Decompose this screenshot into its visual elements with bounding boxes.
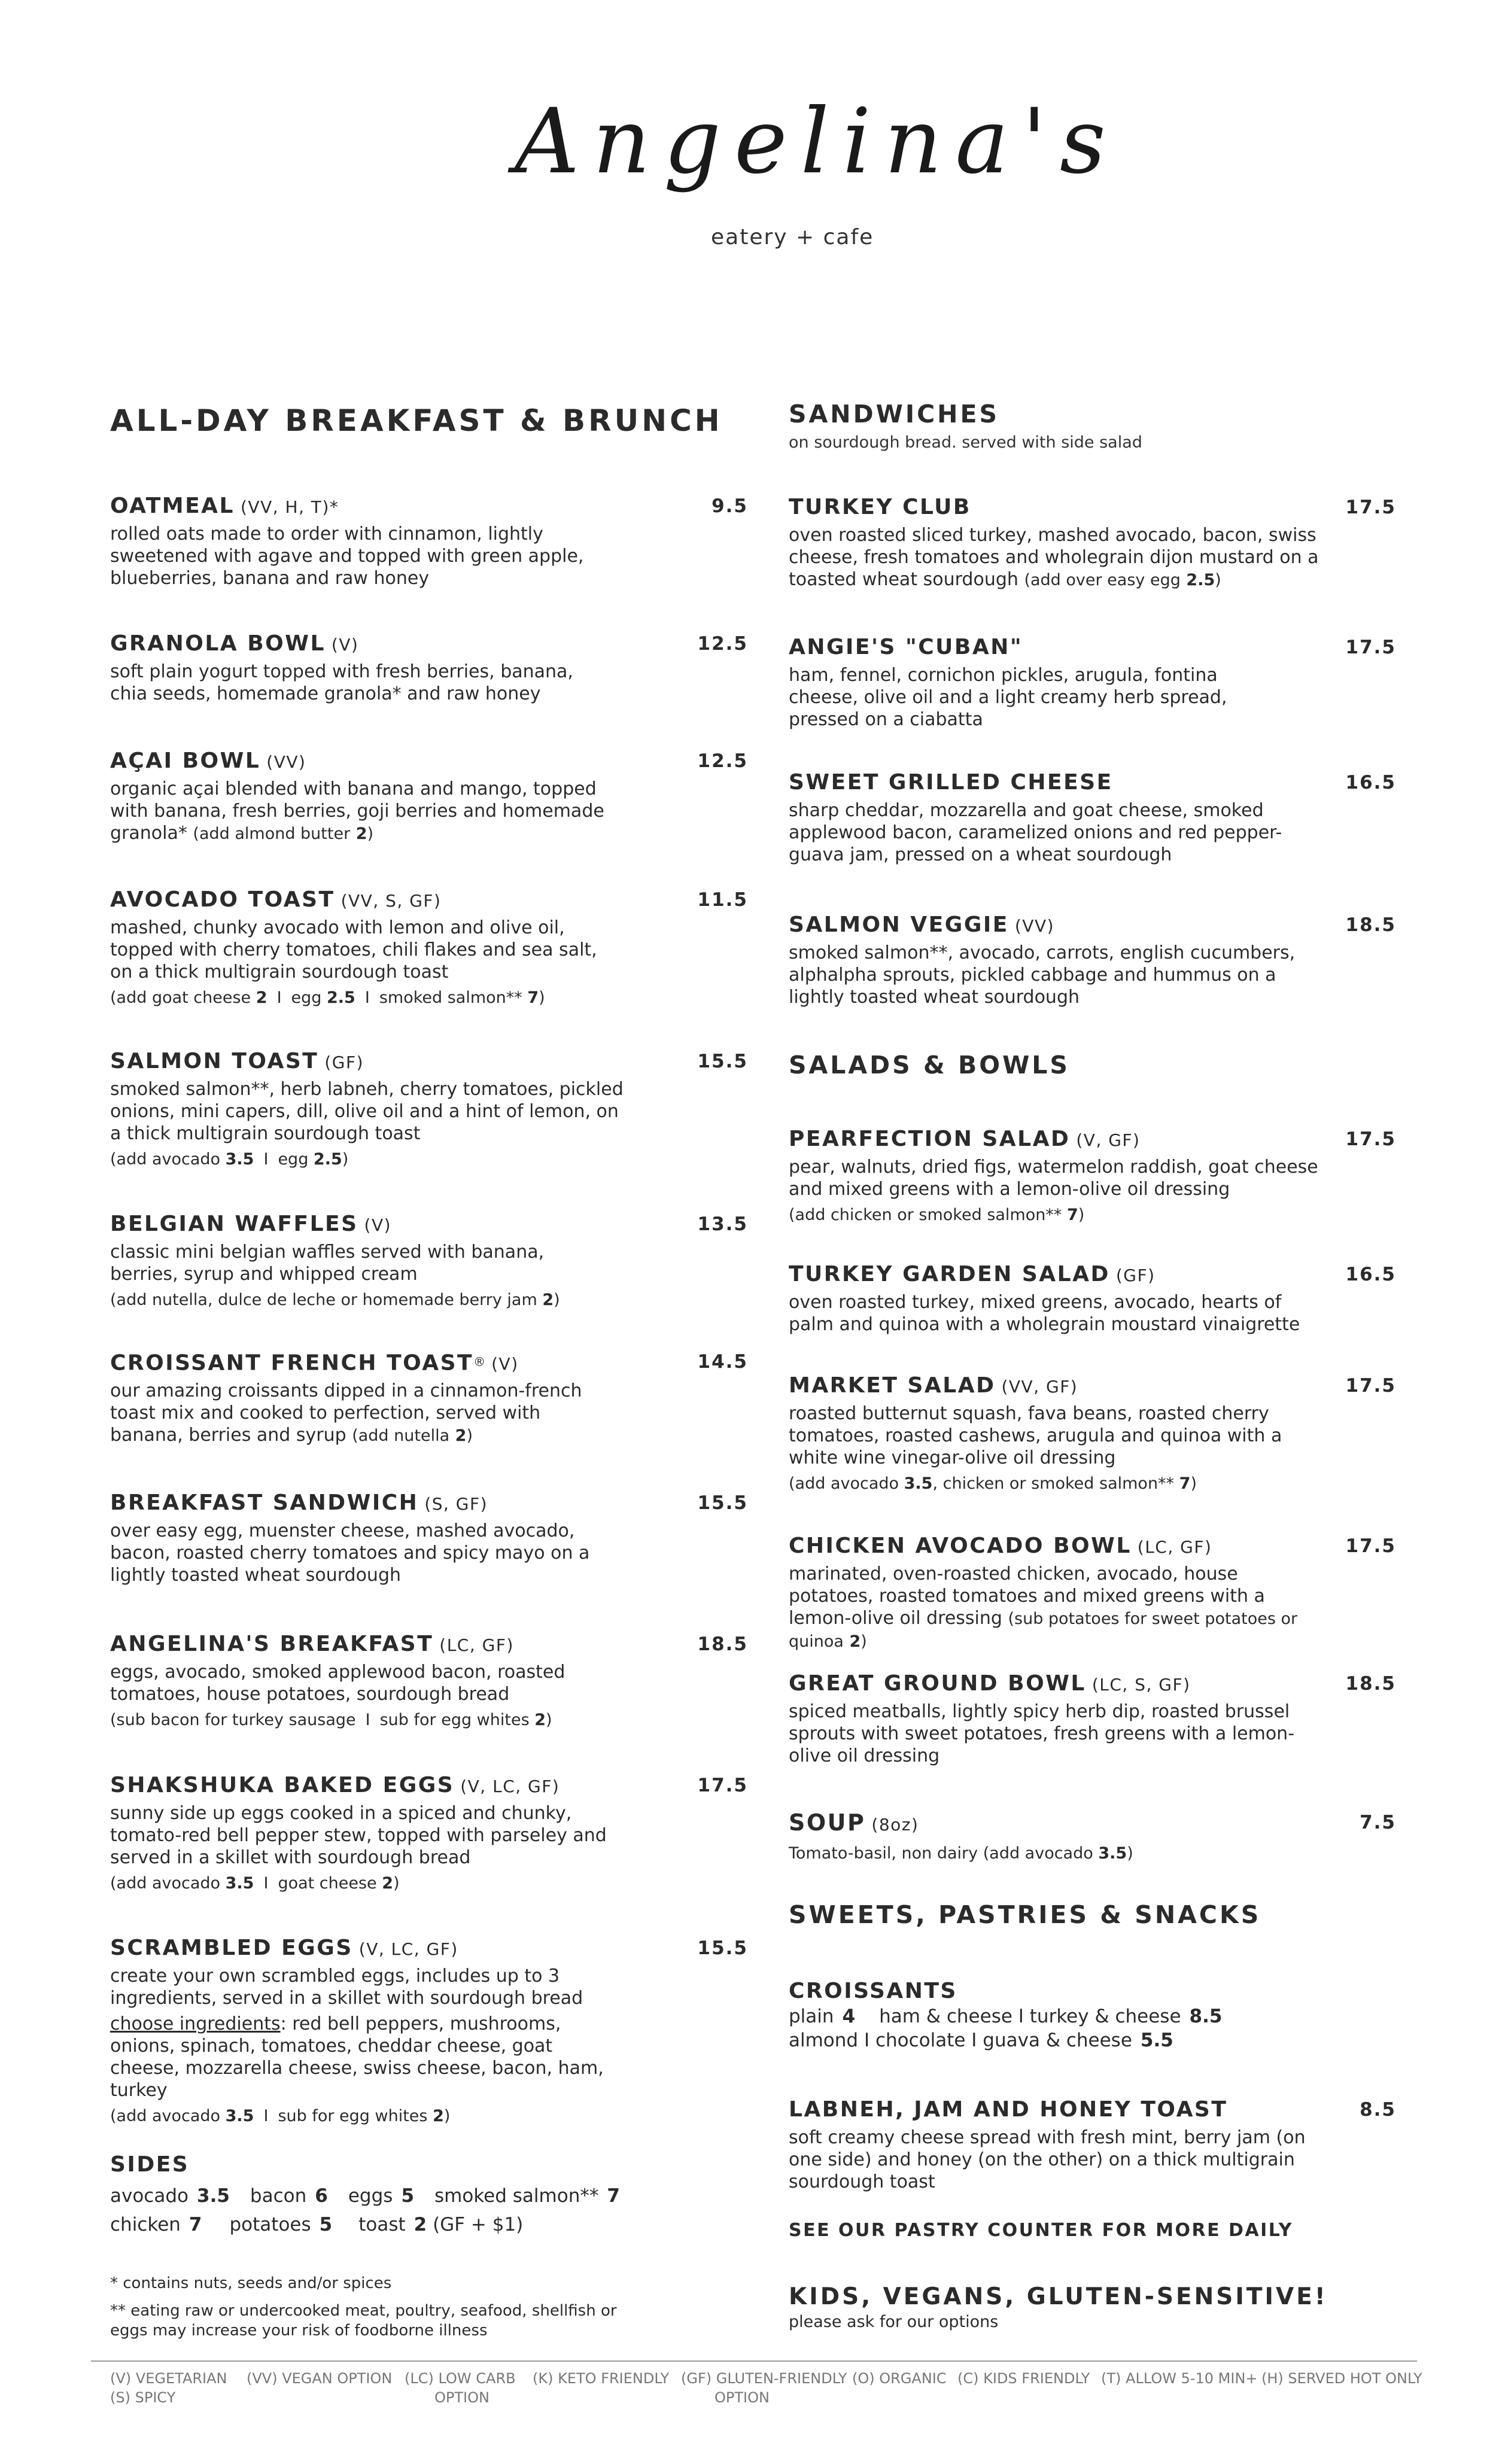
menu-item-belgian-waffles bbox=[110, 1211, 748, 1311]
item-desc: soft creamy cheese spread with fresh mint, berry jam (on one side) and honey (on the other) on a thick multigrain sourdough toast bbox=[789, 2127, 1306, 2192]
soup-title: SOUP bbox=[789, 1809, 866, 1836]
item-add-line: (add avocado 3.5 I goat cheese 2) bbox=[110, 1874, 400, 1893]
item-price: 17.5 bbox=[1345, 1375, 1396, 1397]
item-add-close: ) bbox=[466, 1426, 473, 1446]
item-name: SALMON VEGGIE bbox=[789, 912, 1009, 937]
menu-item-salmon-toast bbox=[110, 1048, 748, 1170]
registered-mark: ® bbox=[473, 1355, 486, 1369]
item-price: 9.5 bbox=[711, 495, 748, 517]
item-tags: (V, LC, GF) bbox=[358, 1939, 458, 1959]
legend-kids-friendly: (C) KIDS FRIENDLY bbox=[957, 2370, 1090, 2387]
side-item: potatoes 5 bbox=[229, 2214, 333, 2235]
item-tags: (V) bbox=[331, 635, 359, 655]
menu-item-scrambled-eggs bbox=[110, 1935, 748, 2127]
item-desc: create your own scrambled eggs, includes up to 3 ingredients, served in a skillet with sourdough bread bbox=[110, 1966, 583, 2009]
item-add: (sub potatoes for sweet potatoes or quinoa bbox=[789, 1610, 1298, 1651]
croissants-section bbox=[789, 1978, 1396, 2052]
item-tags: (VV, GF) bbox=[1001, 1377, 1078, 1397]
item-add-line: (add nutella, dulce de leche or homemade berry jam 2) bbox=[110, 1291, 560, 1309]
item-price: 17.5 bbox=[697, 1775, 748, 1796]
item-name: AÇAI BOWL bbox=[110, 749, 261, 773]
item-tags: (LC, S, GF) bbox=[1091, 1675, 1191, 1695]
item-name: ANGELINA'S BREAKFAST bbox=[110, 1632, 434, 1656]
item-price: 12.5 bbox=[697, 750, 748, 772]
item-price: 15.5 bbox=[697, 1937, 748, 1959]
item-add-close: ) bbox=[1215, 571, 1221, 589]
item-name: TURKEY GARDEN SALAD bbox=[789, 1262, 1110, 1286]
menu-item-breakfast-sandwich bbox=[110, 1490, 748, 1586]
item-price: 17.5 bbox=[1345, 497, 1396, 518]
side-item: toast 2 (GF + $1) bbox=[358, 2214, 524, 2235]
legend-low-carb: (LC) LOW CARB OPTION bbox=[405, 2370, 516, 2406]
footnote-1: * contains nuts, seeds and/or spices bbox=[110, 2274, 392, 2292]
item-price: 18.5 bbox=[697, 1633, 748, 1655]
sweets-title: SWEETS, PASTRIES & SNACKS bbox=[789, 1900, 1261, 1929]
menu-item-angelinas-breakfast bbox=[110, 1631, 748, 1731]
sandwiches-note: on sourdough bread. served with side salad bbox=[789, 433, 1142, 452]
item-desc: rolled oats made to order with cinnamon, lightly sweetened with agave and topped with green apple, blueberries, banana and raw honey bbox=[110, 524, 584, 589]
item-tags: (V) bbox=[491, 1354, 519, 1374]
item-tags: (V, LC, GF) bbox=[460, 1776, 560, 1796]
legend-vegan: (VV) VEGAN OPTION bbox=[247, 2370, 393, 2387]
item-tags: (LC, GF) bbox=[439, 1635, 514, 1655]
item-add-line: (add avocado 3.5 I egg 2.5) bbox=[110, 1150, 349, 1169]
item-name: ANGIE'S "CUBAN" bbox=[789, 635, 1023, 659]
item-tags: (VV) bbox=[1014, 916, 1055, 936]
sides-title: SIDES bbox=[110, 2152, 190, 2177]
kids-section bbox=[789, 2283, 1396, 2331]
item-add-price: 2.5 bbox=[1186, 571, 1215, 589]
item-name: GREAT GROUND BOWL bbox=[789, 1671, 1086, 1696]
item-tags: (GF) bbox=[1115, 1266, 1156, 1285]
item-choose: choose ingredients: red bell peppers, mushrooms, onions, spinach, tomatoes, cheddar cheese, goat cheese, mozzarella cheese, swiss cheese, bacon, ham, turkey bbox=[110, 2013, 604, 2101]
item-name: OATMEAL bbox=[110, 494, 235, 518]
item-desc: spiced meatballs, lightly spicy herb dip, roasted brussel sprouts with sweet potatoes, fresh greens with a lemon-olive oil dressing bbox=[789, 1701, 1295, 1766]
item-desc: our amazing croissants dipped in a cinnamon-french toast mix and cooked to perfection, served with banana, berries and syrup bbox=[110, 1380, 582, 1446]
item-desc: sunny side up eggs cooked in a spiced and chunky, tomato-red bell pepper stew, topped with parseley and served in a skillet with sourdough bread bbox=[110, 1803, 607, 1868]
legend-gluten-friendly: (GF) GLUTEN-FRIENDLY OPTION bbox=[681, 2370, 847, 2406]
item-desc: organic açai blended with banana and mango, topped with banana, fresh berries, goji berries and homemade granola* bbox=[110, 778, 604, 844]
item-name: CHICKEN AVOCADO BOWL bbox=[789, 1534, 1132, 1558]
item-price: 13.5 bbox=[697, 1213, 748, 1235]
item-add-close: ) bbox=[367, 825, 374, 843]
kids-title: KIDS, VEGANS, GLUTEN-SENSITIVE! bbox=[789, 2283, 1328, 2310]
sandwiches-header bbox=[789, 400, 1396, 452]
item-add-price: 2 bbox=[455, 1426, 467, 1446]
item-desc: roasted butternut squash, fava beans, roasted cherry tomatoes, roasted cashews, arugula and quinoa with a white wine vinegar-olive oil dressing bbox=[789, 1403, 1282, 1468]
item-add: (add almond butter bbox=[193, 825, 351, 843]
menu-item-shakshuka bbox=[110, 1772, 748, 1894]
item-tags: (LC, GF) bbox=[1137, 1537, 1212, 1557]
side-item: bacon 6 bbox=[250, 2185, 328, 2207]
item-name: SALMON TOAST bbox=[110, 1049, 319, 1073]
croissants-title: CROISSANTS bbox=[789, 1979, 957, 2003]
item-desc: sharp cheddar, mozzarella and goat cheese, smoked applewood bacon, caramelized onions and red pepper-guava jam, pressed on a wheat sourdough bbox=[789, 800, 1282, 865]
item-desc: oven roasted turkey, mixed greens, avocado, hearts of palm and quinoa with a wholegrain moustard vinaigrette bbox=[789, 1292, 1300, 1335]
side-item: eggs 5 bbox=[348, 2185, 415, 2207]
item-name: BREAKFAST SANDWICH bbox=[110, 1490, 419, 1515]
side-item: avocado 3.5 bbox=[110, 2185, 230, 2207]
item-price: 12.5 bbox=[697, 633, 748, 655]
item-name: CROISSANT FRENCH TOAST bbox=[110, 1350, 474, 1376]
item-desc: mashed, chunky avocado with lemon and olive oil, topped with cherry tomatoes, chili flakes and sea salt, on a thick multigrain sourdough toast bbox=[110, 917, 597, 982]
menu-item-oatmeal bbox=[110, 493, 748, 589]
item-name: SCRAMBLED EGGS bbox=[110, 1936, 353, 1960]
item-add-line: (sub bacon for turkey sausage I sub for egg whites 2) bbox=[110, 1711, 552, 1729]
item-tags: (VV, S, GF) bbox=[340, 891, 442, 911]
item-desc: pear, walnuts, dried figs, watermelon raddish, goat cheese and mixed greens with a lemon-olive oil dressing bbox=[789, 1157, 1318, 1200]
item-price: 14.5 bbox=[697, 1351, 748, 1373]
item-price: 15.5 bbox=[697, 1492, 748, 1514]
item-name: SWEET GRILLED CHEESE bbox=[789, 770, 1113, 795]
footnote-2: ** eating raw or undercooked meat, poultry, seafood, shellfish or eggs may increase your risk of foodborne illness bbox=[110, 2302, 617, 2340]
item-price: 17.5 bbox=[1345, 637, 1396, 658]
item-desc: ham, fennel, cornichon pickles, arugula, fontina cheese, olive oil and a light creamy herb spread, pressed on a ciabatta bbox=[789, 665, 1227, 730]
item-price: 18.5 bbox=[1345, 914, 1396, 936]
item-price: 16.5 bbox=[1345, 1264, 1396, 1285]
menu-item-turkey-club bbox=[789, 494, 1396, 591]
soup-tags: (8oz) bbox=[871, 1815, 919, 1835]
item-tags: (V) bbox=[364, 1215, 392, 1235]
side-item: chicken 7 bbox=[110, 2214, 202, 2235]
menu-item-sweet-grilled-cheese bbox=[789, 769, 1396, 866]
sides-row-1 bbox=[110, 2182, 748, 2210]
sides-row-2 bbox=[110, 2210, 748, 2239]
menu-item-market-salad bbox=[789, 1373, 1396, 1495]
item-name: AVOCADO TOAST bbox=[110, 887, 335, 912]
soup-price: 7.5 bbox=[1360, 1812, 1396, 1833]
menu-item-angies-cuban bbox=[789, 634, 1396, 731]
item-desc: over easy egg, muenster cheese, mashed avocado, bacon, roasted cherry tomatoes and spicy mayo on a lightly toasted wheat sourdough bbox=[110, 1520, 590, 1586]
menu-item-labneh-toast bbox=[789, 2097, 1396, 2193]
menu-item-avocado-toast bbox=[110, 887, 748, 1009]
item-add-line: (add avocado 3.5 I sub for egg whites 2) bbox=[110, 2107, 451, 2125]
kids-note: please ask for our options bbox=[789, 2313, 999, 2331]
item-price: 17.5 bbox=[1345, 1128, 1396, 1150]
item-desc: oven roasted sliced turkey, mashed avocado, bacon, swiss cheese, fresh tomatoes and wholegrain dijon mustard on a toasted wheat sourdough bbox=[789, 525, 1319, 590]
item-tags: (VV, H, T)* bbox=[240, 497, 339, 517]
item-tags: (GF) bbox=[324, 1052, 364, 1072]
item-price: 11.5 bbox=[697, 889, 748, 911]
item-name: LABNEH, JAM AND HONEY TOAST bbox=[789, 2097, 1228, 2122]
croissant-line-2: almond I chocolate I guava & cheese 5.5 bbox=[789, 2030, 1173, 2051]
item-add-price: 2 bbox=[849, 1632, 861, 1651]
item-add: (add nutella bbox=[352, 1426, 450, 1446]
item-name: MARKET SALAD bbox=[789, 1373, 996, 1398]
item-name: PEARFECTION SALAD bbox=[789, 1127, 1071, 1151]
menu-item-salmon-veggie bbox=[789, 912, 1396, 1008]
item-price: 15.5 bbox=[697, 1051, 748, 1072]
sandwiches-title: SANDWICHES bbox=[789, 400, 1000, 428]
menu-item-great-ground-bowl bbox=[789, 1671, 1396, 1767]
item-price: 16.5 bbox=[1345, 772, 1396, 793]
breakfast-title: ALL-DAY BREAKFAST & BRUNCH bbox=[110, 403, 723, 438]
soup-section bbox=[789, 1809, 1396, 1864]
pastry-note: SEE OUR PASTRY COUNTER FOR MORE DAILY bbox=[789, 2220, 1293, 2241]
item-add: (add over easy egg bbox=[1024, 571, 1181, 589]
item-add-price: 2 bbox=[355, 825, 367, 843]
item-tags: (V, GF) bbox=[1076, 1130, 1141, 1150]
item-desc: soft plain yogurt topped with fresh berries, banana, chia seeds, homemade granola* and raw honey bbox=[110, 661, 573, 704]
menu-item-granola-bowl bbox=[110, 631, 748, 705]
legend-served-hot: (H) SERVED HOT ONLY bbox=[1261, 2370, 1422, 2387]
menu-item-chicken-avocado-bowl bbox=[789, 1533, 1396, 1653]
item-tags: (S, GF) bbox=[424, 1494, 488, 1514]
legend-divider bbox=[91, 2360, 1417, 2362]
item-name: BELGIAN WAFFLES bbox=[110, 1212, 358, 1236]
item-desc: classic mini belgian waffles served with banana, berries, syrup and whipped cream bbox=[110, 1242, 545, 1285]
legend-spicy: (S) SPICY bbox=[110, 2389, 176, 2406]
item-price: 8.5 bbox=[1360, 2099, 1396, 2121]
item-name: SHAKSHUKA BAKED EGGS bbox=[110, 1773, 455, 1797]
item-add-line: (add chicken or smoked salmon** 7) bbox=[789, 1206, 1085, 1224]
item-desc: smoked salmon**, avocado, carrots, english cucumbers, alphalpha sprouts, pickled cabbage and hummus on a lightly toasted wheat sourdough bbox=[789, 942, 1296, 1008]
croissant-line-1: plain 4 ham & cheese I turkey & cheese 8.5 bbox=[789, 2006, 1223, 2027]
item-desc: smoked salmon**, herb labneh, cherry tomatoes, pickled onions, mini capers, dill, olive oil and a hint of lemon, on a thick multigrain sourdough toast bbox=[110, 1079, 624, 1144]
menu-item-pearfection-salad bbox=[789, 1126, 1396, 1226]
sides-section bbox=[110, 2152, 748, 2239]
item-tags: (VV) bbox=[266, 752, 306, 772]
item-add-line: (add avocado 3.5, chicken or smoked salmon** 7) bbox=[789, 1474, 1197, 1493]
brand-name: Angelina's bbox=[515, 90, 1119, 194]
item-desc: eggs, avocado, smoked applewood bacon, roasted tomatoes, house potatoes, sourdough bread bbox=[110, 1662, 565, 1705]
legend-keto: (K) KETO FRIENDLY bbox=[533, 2370, 670, 2387]
item-add-close: ) bbox=[860, 1632, 867, 1651]
side-item: smoked salmon** 7 bbox=[434, 2185, 620, 2207]
item-price: 17.5 bbox=[1345, 1535, 1396, 1557]
salads-title: SALADS & BOWLS bbox=[789, 1051, 1070, 1079]
logo bbox=[0, 78, 1496, 329]
legend-organic: (O) ORGANIC bbox=[852, 2370, 947, 2387]
item-name: GRANOLA BOWL bbox=[110, 631, 326, 656]
item-add-line: (add goat cheese 2 I egg 2.5 I smoked salmon** 7) bbox=[110, 988, 545, 1007]
legend-vegetarian: (V) VEGETARIAN bbox=[110, 2370, 227, 2387]
menu-item-acai-bowl bbox=[110, 748, 748, 845]
item-desc: marinated, oven-roasted chicken, avocado, house potatoes, roasted tomatoes and mixed greens with a lemon-olive oil dressing bbox=[789, 1563, 1265, 1629]
soup-desc-line: Tomato-basil, non dairy (add avocado 3.5) bbox=[789, 1844, 1133, 1863]
legend-allow-time: (T) ALLOW 5-10 MIN+ bbox=[1101, 2370, 1258, 2387]
item-price: 18.5 bbox=[1345, 1673, 1396, 1695]
menu-item-croissant-french-toast bbox=[110, 1349, 748, 1447]
brand-tagline: eatery + cafe bbox=[711, 225, 874, 250]
menu-item-turkey-garden-salad bbox=[789, 1261, 1396, 1336]
item-name: TURKEY CLUB bbox=[789, 495, 971, 519]
